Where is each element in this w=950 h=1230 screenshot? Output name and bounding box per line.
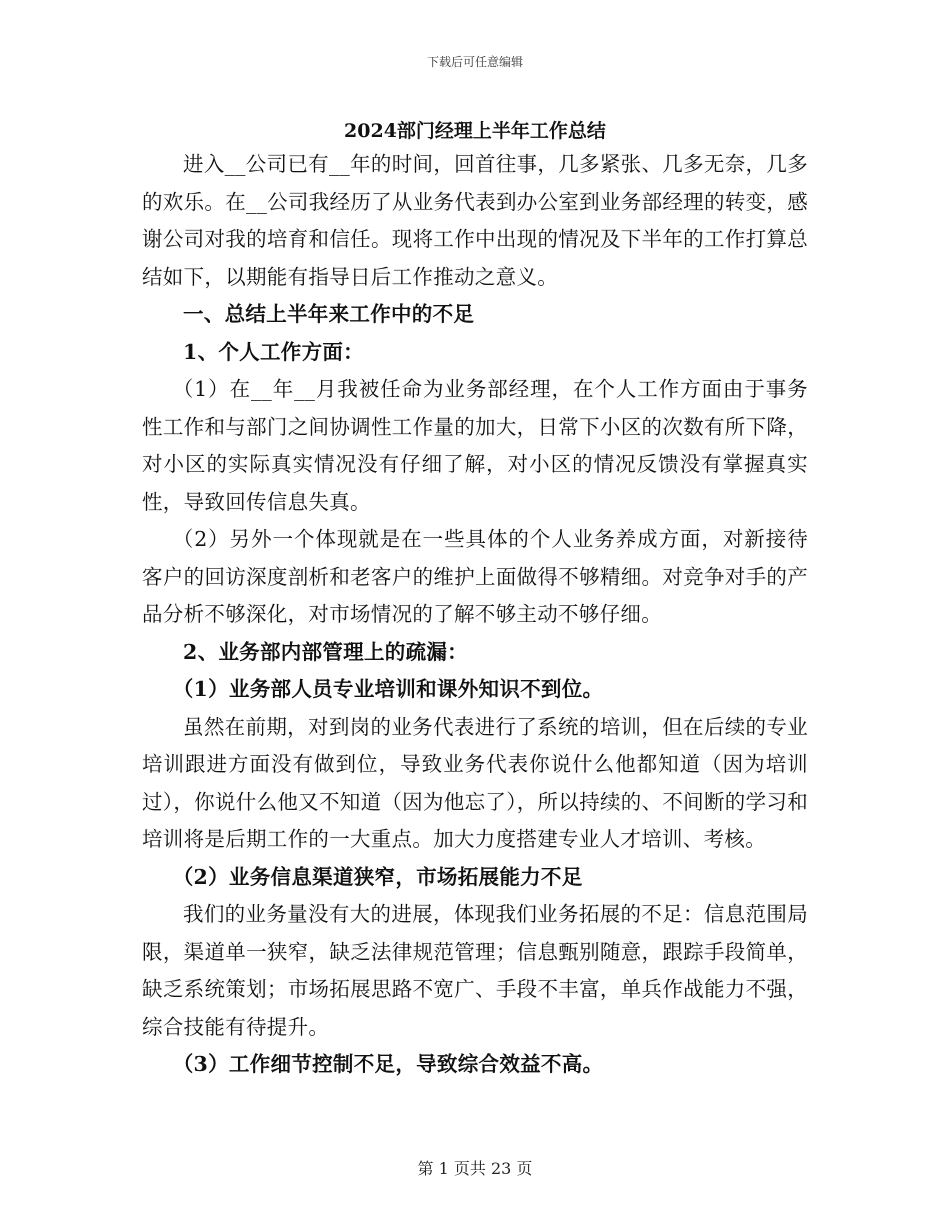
page-number-footer: 第 1 页共 23 页 [417, 1159, 533, 1178]
paragraph-channel-detail: 我们的业务量没有大的进展，体现我们业务拓展的不足：信息范围局限，渠道单一狭窄，缺乏法律规范管理；信息甄别随意，跟踪手段简单，缺乏系统策划；市场拓展思路不宽广、手段不丰富，单兵作战能力不强，综合技能有待提升。 [142, 902, 808, 1039]
heading-channel-narrow: （2）业务信息渠道狭窄，市场拓展能力不足 [172, 864, 583, 889]
subsection-heading-personal-work: 1、个人工作方面： [183, 339, 364, 364]
section-heading-shortcomings: 一、总结上半年来工作中的不足 [183, 302, 475, 326]
paragraph-personal-item-2: （2）另外一个体现就是在一些具体的个人业务养成方面，对新接待客户的回访深度剖析和老客户的维护上面做得不够精细。对竞争对手的产品分析不够深化，对市场情况的了解不够主动不够仔细。 [142, 527, 808, 626]
heading-training-gap: （1）业务部人员专业培训和课外知识不到位。 [172, 677, 604, 701]
subsection-heading-internal-management: 2、业务部内部管理上的疏漏： [183, 639, 468, 664]
paragraph-training-detail: 虽然在前期，对到岗的业务代表进行了系统的培训，但在后续的专业培训跟进方面没有做到位，导致业务代表你说什么他都知道（因为培训过），你说什么他又不知道（因为他忘了），所以持续的、不间断的学习和培训将是后期工作的一大重点。加大力度搭建专业人才培训、考核。 [142, 714, 808, 851]
page-header-note: 下载后可任意编辑 [426, 55, 523, 69]
intro-paragraph: 进入__公司已有__年的时间，回首往事，几多紧张、几多无奈，几多的欢乐。在__公司我经历了从业务代表到办公室到业务部经理的转变，感谢公司对我的培育和信任。现将工作中出现的情况及下半年的工作打算总结如下，以期能有指导日后工作推动之意义。 [142, 152, 808, 289]
document-body [142, 146, 808, 1084]
paragraph-personal-item-1: （1）在__年__月我被任命为业务部经理，在个人工作方面由于事务性工作和与部门之间协调性工作量的加大，日常下小区的次数有所下降，对小区的实际真实情况没有仔细了解，对小区的情况反馈没有掌握真实性，导致回传信息失真。 [142, 377, 808, 514]
document-title: 2024部门经理上半年工作总结 [344, 120, 606, 142]
heading-detail-control: （3）工作细节控制不足，导致综合效益不高。 [172, 1052, 604, 1076]
